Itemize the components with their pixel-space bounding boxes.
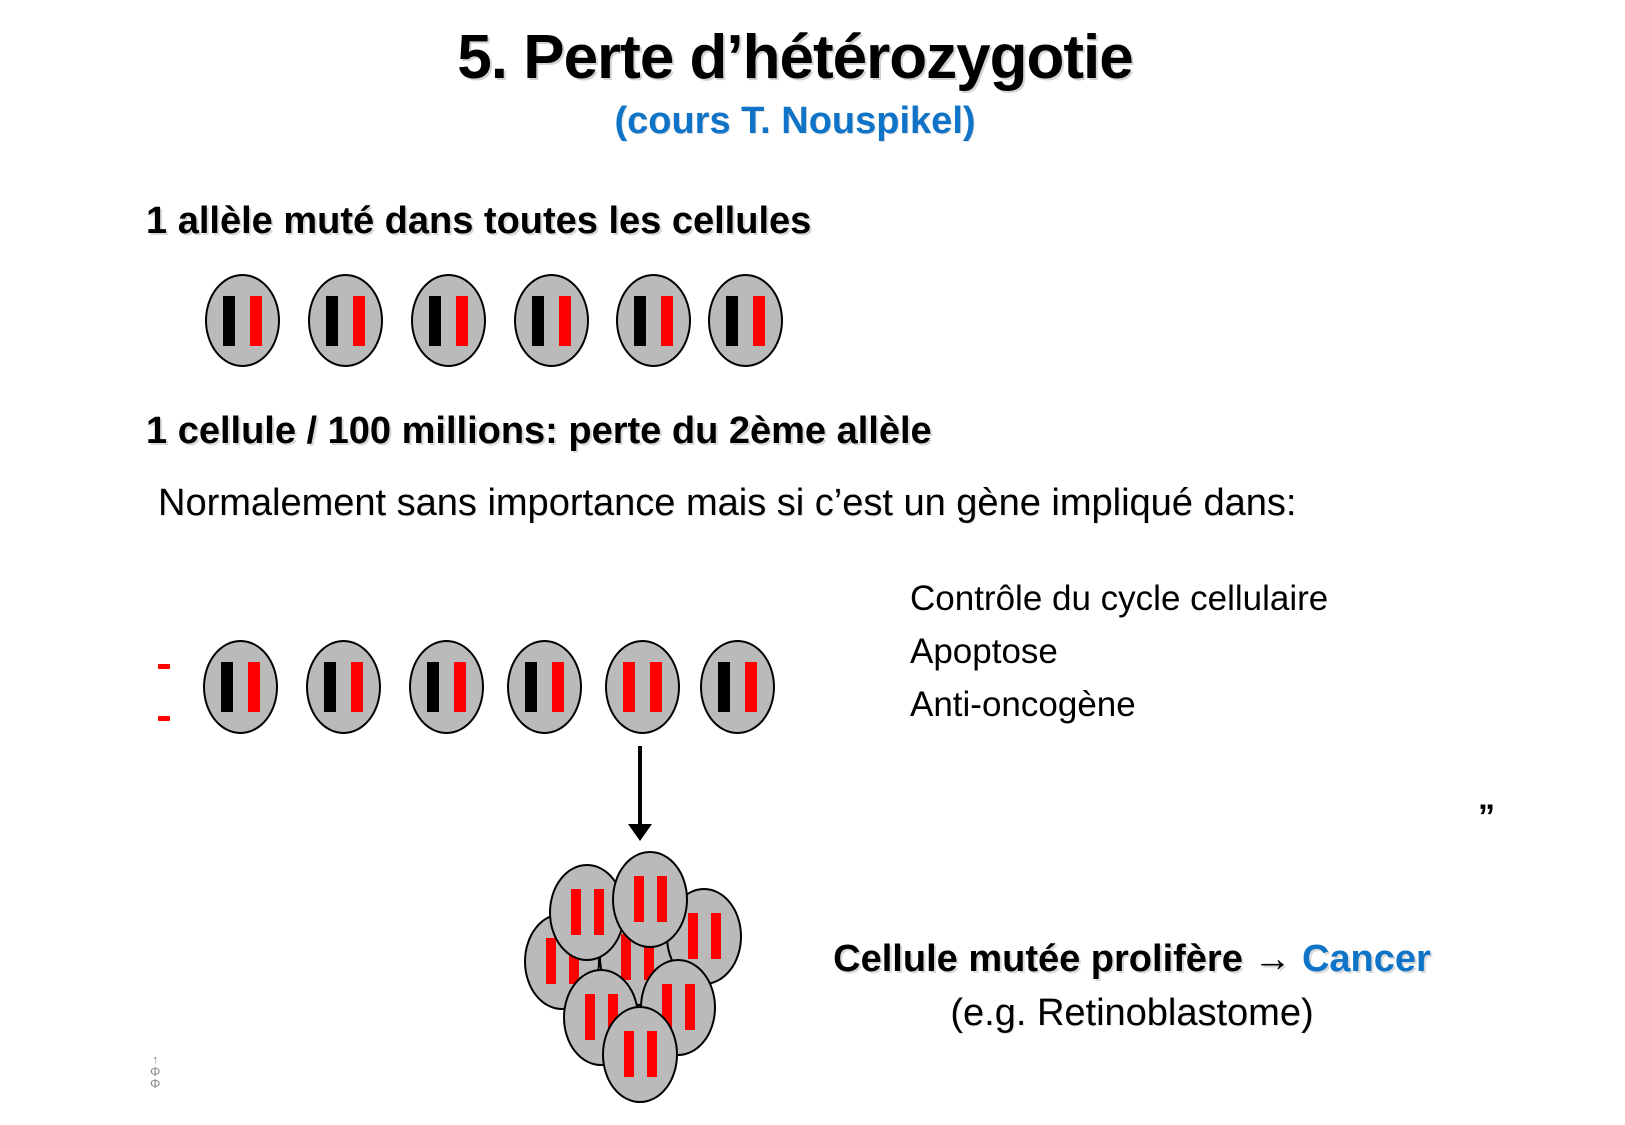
cell xyxy=(602,1006,678,1103)
allele-bar-mutated xyxy=(552,662,564,712)
cell xyxy=(514,274,589,367)
quote-mark: ” xyxy=(1478,798,1495,836)
heading-second-allele-loss: 1 cellule / 100 millions: perte du 2ème allèle xyxy=(146,410,932,452)
allele-bar-mutated xyxy=(250,296,262,346)
allele-bar-mutated xyxy=(657,876,667,922)
mutation-marker xyxy=(158,716,170,721)
allele-bar-normal xyxy=(718,662,730,712)
cell xyxy=(411,274,486,367)
cell xyxy=(700,640,775,734)
gene-roles-list xyxy=(910,572,1328,731)
allele-bar-mutated xyxy=(594,889,604,935)
allele-bar-mutated xyxy=(685,984,695,1030)
allele-bar-mutated xyxy=(454,662,466,712)
allele-bar-mutated xyxy=(624,1031,634,1077)
allele-bar-mutated xyxy=(351,662,363,712)
allele-bar-mutated xyxy=(248,662,260,712)
gene-role-item: Apoptose xyxy=(910,632,1058,671)
arrow-line xyxy=(638,746,642,826)
arrow-head xyxy=(628,824,652,841)
result-line xyxy=(820,938,1444,981)
allele-bar-mutated xyxy=(621,934,631,980)
cell xyxy=(507,640,582,734)
decorative-glyph: ↑ xyxy=(151,1052,159,1067)
allele-bar-mutated xyxy=(571,889,581,935)
allele-bar-normal xyxy=(726,296,738,346)
mutation-marker xyxy=(158,664,170,669)
decorative-glyph: Φ xyxy=(150,1076,161,1091)
paragraph-gene-importance: Normalement sans importance mais si c’est un gène impliqué dans: xyxy=(158,482,1297,524)
allele-bar-mutated xyxy=(647,1031,657,1077)
allele-bar-mutated xyxy=(650,662,662,712)
allele-bar-normal xyxy=(634,296,646,346)
cell xyxy=(605,640,680,734)
allele-bar-mutated xyxy=(711,913,721,959)
gene-role-item: Anti-oncogène xyxy=(910,685,1136,724)
page-subtitle: (cours T. Nouspikel) xyxy=(614,100,976,142)
allele-bar-mutated xyxy=(745,662,757,712)
allele-bar-mutated xyxy=(456,296,468,346)
cell xyxy=(612,851,688,948)
allele-bar-mutated xyxy=(661,296,673,346)
allele-bar-normal xyxy=(223,296,235,346)
gene-role-item: Contrôle du cycle cellulaire xyxy=(910,579,1329,618)
cell xyxy=(205,274,280,367)
result-cancer: Cancer xyxy=(1301,938,1431,980)
allele-bar-mutated xyxy=(753,296,765,346)
cell xyxy=(203,640,278,734)
cell xyxy=(708,274,783,367)
allele-bar-mutated xyxy=(623,662,635,712)
result-text: Cellule mutée prolifère xyxy=(833,938,1243,980)
allele-bar-mutated xyxy=(688,913,698,959)
cell xyxy=(308,274,383,367)
corner-decorative-glyphs xyxy=(150,1054,160,1090)
allele-bar-normal xyxy=(429,296,441,346)
cell xyxy=(409,640,484,734)
decorative-glyph: Φ xyxy=(150,1064,161,1079)
page-title: 5. Perte d’hétérozygotie xyxy=(457,23,1133,92)
allele-bar-mutated xyxy=(546,938,556,984)
allele-bar-normal xyxy=(326,296,338,346)
allele-bar-normal xyxy=(525,662,537,712)
allele-bar-mutated xyxy=(634,876,644,922)
heading-mutated-allele: 1 allèle muté dans toutes les cellules xyxy=(146,200,812,242)
allele-bar-mutated xyxy=(353,296,365,346)
result-example: (e.g. Retinoblastome) xyxy=(950,992,1314,1034)
allele-bar-normal xyxy=(221,662,233,712)
allele-bar-mutated xyxy=(559,296,571,346)
cell xyxy=(616,274,691,367)
result-arrow-icon: → xyxy=(1253,938,1292,980)
allele-bar-normal xyxy=(324,662,336,712)
allele-bar-normal xyxy=(532,296,544,346)
allele-bar-normal xyxy=(427,662,439,712)
cell xyxy=(306,640,381,734)
allele-bar-mutated xyxy=(585,994,595,1040)
